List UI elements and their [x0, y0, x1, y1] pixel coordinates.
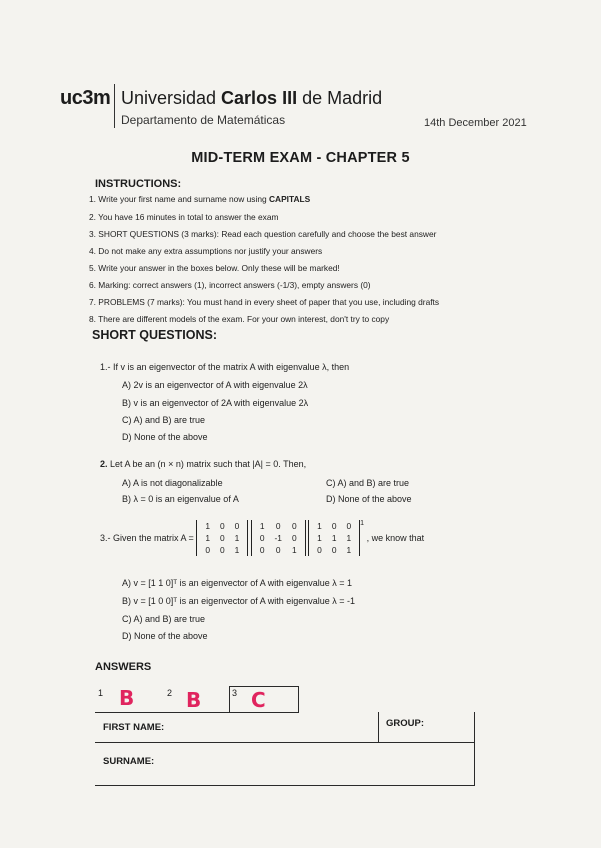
instruction-item: 3. SHORT QUESTIONS (3 marks): Read each question carefully and choose the best answer — [89, 229, 437, 239]
answer-box-2-value[interactable]: B — [186, 688, 202, 712]
q1-option-c: C) A) and B) are true — [122, 415, 206, 425]
exam-title: MID-TERM EXAM - CHAPTER 5 — [191, 150, 410, 166]
matrix-1: 1 0 0 1 0 1 0 0 1 — [196, 520, 248, 556]
instruction-item: 6. Marking: correct answers (1), incorrect answers (-1/3), empty answers (0) — [89, 280, 371, 290]
instruction-item: 8. There are different models of the exam. For your own interest, don't try to copy — [89, 314, 390, 324]
first-name-field[interactable] — [175, 716, 373, 740]
surname-field[interactable] — [165, 748, 465, 782]
q1-option-a: A) 2v is an eigenvector of A with eigenvalue 2λ — [122, 380, 308, 390]
answer-box-2-number: 2 — [167, 688, 173, 698]
university-name: Universidad Carlos III de Madrid — [121, 88, 383, 108]
instruction-item: 7. PROBLEMS (7 marks): You must hand in every sheet of paper that you use, including drafts — [89, 297, 440, 307]
department-name: Departamento de Matemáticas — [121, 113, 286, 127]
q3-option-d: D) None of the above — [122, 631, 208, 641]
instruction-item: 2. You have 16 minutes in total to answer the exam — [89, 212, 279, 222]
answer-box-1-value[interactable]: B — [119, 686, 135, 710]
q3-option-c: C) A) and B) are true — [122, 614, 206, 624]
answer-box-1-number: 1 — [98, 688, 104, 698]
q2-option-c: C) A) and B) are true — [326, 478, 410, 488]
instruction-item: 1. Write your first name and surname now using CAPITALS — [89, 194, 311, 204]
first-name-label: FIRST NAME: — [103, 722, 165, 733]
uc3m-logo: uc3m — [60, 87, 111, 109]
instruction-item: 5. Write your answer in the boxes below. Only these will be marked! — [89, 263, 340, 273]
q1-option-d: D) None of the above — [122, 432, 208, 442]
q3-option-b: B) v = [1 0 0]ᵀ is an eigenvector of A with eigenvalue λ = -1 — [122, 596, 356, 606]
q2-option-d: D) None of the above — [326, 494, 412, 504]
form-column-divider — [378, 712, 379, 743]
q1-option-b: B) v is an eigenvector of 2A with eigenvalue 2λ — [122, 398, 309, 408]
q2-option-b: B) λ = 0 is an eigenvalue of A — [122, 494, 239, 504]
form-divider — [95, 742, 475, 743]
question-1: 1.- If v is an eigenvector of the matrix A with eigenvalue λ, then — [100, 362, 350, 372]
group-label: GROUP: — [386, 718, 424, 729]
matrix-2: 1 0 0 0 -1 0 0 0 1 — [251, 520, 306, 556]
instruction-item: 4. Do not make any extra assumptions nor justify your answers — [89, 246, 323, 256]
form-right-border — [474, 712, 475, 786]
answers-heading: ANSWERS — [95, 661, 152, 673]
answers-box-bottom — [95, 712, 298, 713]
short-questions-heading: SHORT QUESTIONS: — [92, 328, 218, 342]
answers-box-right — [298, 686, 299, 713]
answers-box-top — [229, 686, 298, 687]
matrix-3: 1 0 0 1 1 1 0 0 1 — [308, 520, 360, 556]
answers-box-divider — [229, 686, 230, 713]
answer-box-3-number: 3 — [232, 688, 238, 698]
exam-date: 14th December 2021 — [424, 117, 527, 129]
logo-divider — [114, 84, 115, 128]
q3-option-a: A) v = [1 1 0]ᵀ is an eigenvector of A with eigenvalue λ = 1 — [122, 578, 353, 588]
matrix-exponent: 1 — [360, 520, 365, 527]
form-bottom-border — [95, 785, 475, 786]
instructions-heading: INSTRUCTIONS: — [95, 178, 182, 190]
answer-box-3-value[interactable]: C — [251, 688, 266, 712]
surname-label: SURNAME: — [103, 756, 155, 767]
q2-option-a: A) A is not diagonalizable — [122, 478, 223, 488]
question-3: 3.- Given the matrix A = 1 0 0 1 0 1 0 0 1 1 0 0 0 -1 0 0 0 1 1 0 0 1 1 1 0 0 1 $^1$ , we know that — [100, 520, 425, 555]
group-field[interactable] — [430, 716, 470, 740]
question-2: 2. Let A be an (n × n) matrix such that |A| = 0. Then, — [100, 459, 307, 469]
